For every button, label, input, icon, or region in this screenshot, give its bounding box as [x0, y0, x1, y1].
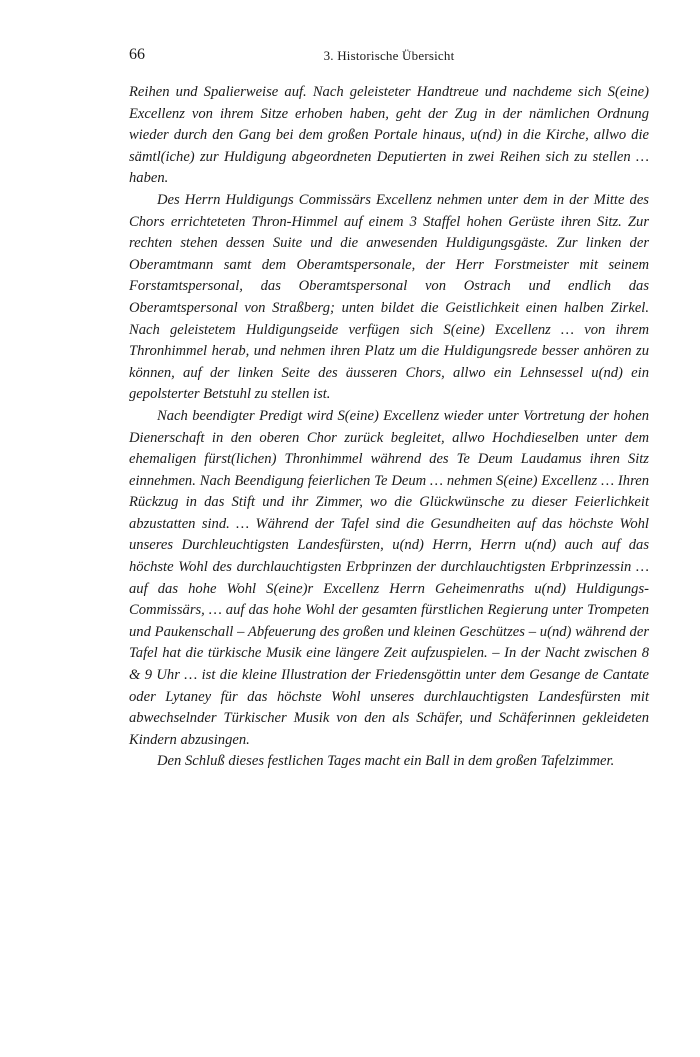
- body-text: [129, 82, 649, 773]
- paragraph: Nach beendigter Predigt wird S(eine) Excellenz wieder unter Vortretung der hohen Dienerschaft in den oberen Chor zurück begleitet, allwo Hochdieselben unter dem ehemaligen fürst(lichen) Thronhimmel während des Te Deum Laudamus ihren Sitz einnehmen. Nach Beendigung feierlichen Te Deum … nehmen S(eine) Excellenz … Ihren Rückzug in das Stift und ihr Zimmer, wo die Glückwünsche zu dieser Feierlichkeit abzustatten sind. … Während der Tafel sind die Gesundheiten auf das höchste Wohl unseres Durchleuchtigsten Landesfürsten, u(nd) Herrn, Herrn u(nd) auch auf das höchste Wohl des durchlauchtigsten Erbprinzen der durchlauchtigsten Erbprinzessin … auf das hohe Wohl S(eine)r Excellenz Herrn Geheimenraths u(nd) Huldigungs-Commissärs, … auf das hohe Wohl der gesamten fürstlichen Regierung unter Trompeten und Paukenschall – Abfeuerung des großen und kleinen Geschützes – u(nd) während der Tafel hat die türkische Musik eine längere Zeit aufzuspielen. – In der Nacht zwischen 8 & 9 Uhr … ist die kleine Illustration der Friedensgöttin unter dem Gesange de Cantate oder Lytaney für das höchste Wohl unseres durchlauchtigsten Landesfürsten mit abwechselnder Türkischer Musik von den als Schäfer, und Schäferinnen gekleideten Kindern abzusingen.: [129, 407, 649, 748]
- running-head: [129, 46, 649, 68]
- paragraph: Den Schluß dieses festlichen Tages macht ein Ball in dem großen Tafelzimmer.: [157, 753, 615, 770]
- section-title: 3. Historische Übersicht: [323, 48, 455, 63]
- page: [129, 46, 649, 773]
- paragraph-continuation: Reihen und Spalierweise auf. Nach geleisteter Handtreue und nachdeme sich S(eine) Excellenz von ihrem Sitze erhoben haben, geht der Zug in der nämlichen Ordnung wieder durch den Gang bei dem großen Portale hinaus, u(nd) in die Kirche, allwo die sämtl(iche) zur Huldigung abgeordneten Deputierten in zwei Reihen sich zu stellen … haben.: [129, 84, 649, 187]
- paragraph: Des Herrn Huldigungs Commissärs Excellenz nehmen unter dem in der Mitte des Chors errichteteten Thron-Himmel auf einem 3 Staffel hohen Gerüste ihren Sitz. Zur rechten stehen dessen Suite und die anwesenden Huldigungsgäste. Zur linken der Oberamtmann samt dem Oberamtspersonale, der Herr Forstmeister mit seinem Forstamtspersonal, das Oberamtspersonal von Ostrach und endlich das Oberamtspersonal von Straßberg; unten bildet die Geistlichkeit einen halben Zirkel. Nach geleistetem Huldigungseide verfügen sich S(eine) Excellenz … von ihrem Thronhimmel herab, und nehmen ihren Platz um die Huldigungsrede besser anhören zu können, auf der linken Seite des äusseren Chors, allwo ein Lehnsessel u(nd) ein gepolsterter Betstuhl zu stellen ist.: [129, 191, 649, 403]
- page-number: 66: [129, 46, 145, 63]
